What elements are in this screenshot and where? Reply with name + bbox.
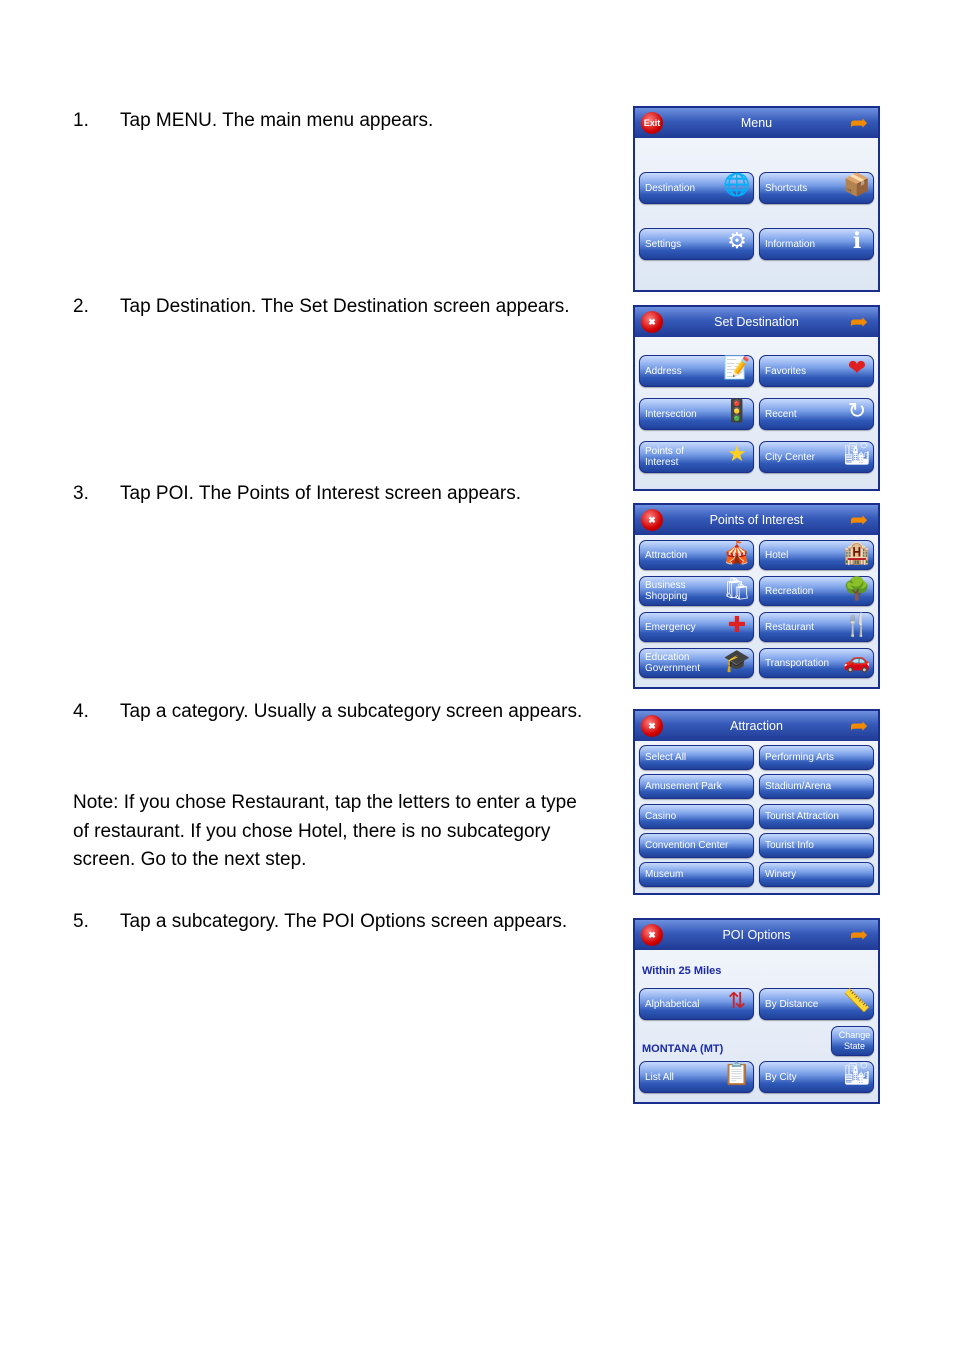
transportation-button[interactable]: Transportation 🚗 [759, 648, 874, 678]
city-icon: 🏙 [843, 1061, 871, 1086]
tourist-attraction-button[interactable]: Tourist Attraction [759, 804, 874, 829]
title-bar [635, 711, 878, 741]
back-arrow-icon[interactable]: ➦ [849, 507, 869, 532]
list-all-button[interactable]: List All 📋 [639, 1061, 754, 1093]
step-number: 2. [73, 296, 89, 317]
state-label: MONTANA (MT) [642, 1043, 724, 1055]
step-2 [73, 293, 613, 321]
title-bar [635, 920, 878, 950]
menu-screen [633, 106, 880, 292]
screen-title: Attraction [730, 719, 783, 733]
alphabetical-button[interactable]: Alphabetical ⇅ [639, 988, 754, 1020]
step-text: Tap a subcategory. The POI Options screen appears. [120, 911, 568, 932]
city-center-button[interactable]: City Center 🏙 [759, 441, 874, 473]
attraction-icon: 🎪 [723, 540, 751, 565]
title-bar [635, 505, 878, 535]
poi-options-screen [633, 918, 880, 1104]
set-destination-screen [633, 305, 880, 491]
back-arrow-icon[interactable]: ➦ [849, 110, 869, 135]
destination-button[interactable]: Destination 🌐 [639, 172, 754, 204]
back-arrow-icon[interactable]: ➦ [849, 922, 869, 947]
museum-button[interactable]: Museum [639, 862, 754, 887]
recreation-icon: 🌳 [843, 576, 871, 601]
casino-button[interactable]: Casino [639, 804, 754, 829]
shopping-icon: 🛍 [723, 576, 751, 601]
recent-button[interactable]: Recent ↻ [759, 398, 874, 430]
step-5 [73, 908, 613, 936]
attraction-screen [633, 709, 880, 895]
step-number: 1. [73, 110, 89, 131]
hotel-button[interactable]: Hotel 🏨 [759, 540, 874, 570]
business-shopping-button[interactable]: Business Shopping 🛍 [639, 576, 754, 606]
globe-icon: 🌐 [723, 172, 751, 197]
step-text: Tap POI. The Points of Interest screen appears. [120, 483, 521, 504]
restaurant-button[interactable]: Restaurant 🍴 [759, 612, 874, 642]
address-card-icon: 📝 [723, 355, 751, 380]
stadium-arena-button[interactable]: Stadium/Arena [759, 774, 874, 799]
close-icon[interactable]: ✖ [641, 715, 663, 737]
favorites-button[interactable]: Favorites ❤ [759, 355, 874, 387]
title-bar [635, 108, 878, 138]
heart-icon: ❤ [847, 355, 867, 380]
screen-title: POI Options [722, 928, 791, 942]
information-button[interactable]: Information ℹ [759, 228, 874, 260]
box-icon: 📦 [843, 172, 871, 197]
education-government-button[interactable]: Education Government 🎓 [639, 648, 754, 678]
education-icon: 🎓 [723, 648, 751, 673]
attraction-button[interactable]: Attraction 🎪 [639, 540, 754, 570]
step-4 [73, 698, 593, 726]
ruler-icon: 📏 [843, 988, 871, 1013]
info-icon: ℹ [852, 228, 862, 253]
back-arrow-icon[interactable]: ➦ [849, 309, 869, 334]
step-number: 4. [73, 701, 89, 722]
close-icon[interactable]: ✖ [641, 924, 663, 946]
step-text: Tap MENU. The main menu appears. [120, 110, 434, 131]
close-icon[interactable]: ✖ [641, 509, 663, 531]
settings-icon: ⚙ [727, 228, 747, 253]
intersection-button[interactable]: Intersection 🚦 [639, 398, 754, 430]
car-icon: 🚗 [843, 648, 871, 673]
by-city-button[interactable]: By City 🏙 [759, 1061, 874, 1093]
screen-title: Set Destination [714, 315, 799, 329]
emergency-button[interactable]: Emergency ✚ [639, 612, 754, 642]
step-number: 5. [73, 911, 89, 932]
notepad-icon: 📋 [723, 1061, 751, 1086]
winery-button[interactable]: Winery [759, 862, 874, 887]
exit-button[interactable]: Exit [641, 112, 663, 134]
step-number: 3. [73, 483, 89, 504]
screen-title: Menu [740, 116, 773, 130]
step-1 [73, 107, 613, 135]
first-aid-icon: ✚ [727, 612, 747, 637]
star-icon: ★ [727, 441, 747, 466]
title-bar [635, 307, 878, 337]
sort-icon: ⇅ [727, 988, 747, 1013]
recreation-button[interactable]: Recreation 🌳 [759, 576, 874, 606]
convention-center-button[interactable]: Convention Center [639, 833, 754, 858]
restaurant-icon: 🍴 [843, 612, 871, 637]
shortcuts-button[interactable]: Shortcuts 📦 [759, 172, 874, 204]
city-icon: 🏙 [843, 441, 871, 466]
select-all-button[interactable]: Select All [639, 745, 754, 770]
hotel-icon: 🏨 [843, 540, 871, 565]
refresh-icon: ↻ [847, 398, 867, 423]
note-text: Note: If you chose Restaurant, tap the letters to enter a type of restaurant. If you chose Hotel, there is no subcategory screen. Go to the next step. [73, 792, 577, 870]
step-text: Tap a category. Usually a subcategory screen appears. [120, 701, 583, 722]
points-of-interest-screen [633, 503, 880, 689]
step-3 [73, 480, 613, 508]
amusement-park-button[interactable]: Amusement Park [639, 774, 754, 799]
step-text: Tap Destination. The Set Destination screen appears. [120, 296, 570, 317]
settings-button[interactable]: Settings ⚙ [639, 228, 754, 260]
points-of-interest-button[interactable]: Points of Interest ★ [639, 441, 754, 473]
change-state-button[interactable]: Change State [831, 1026, 874, 1056]
close-icon[interactable]: ✖ [641, 311, 663, 333]
tourist-info-button[interactable]: Tourist Info [759, 833, 874, 858]
traffic-light-icon: 🚦 [723, 398, 751, 423]
radius-label: Within 25 Miles [642, 965, 722, 977]
by-distance-button[interactable]: By Distance 📏 [759, 988, 874, 1020]
performing-arts-button[interactable]: Performing Arts [759, 745, 874, 770]
address-button[interactable]: Address 📝 [639, 355, 754, 387]
screen-title: Points of Interest [709, 513, 804, 527]
back-arrow-icon[interactable]: ➦ [849, 713, 869, 738]
